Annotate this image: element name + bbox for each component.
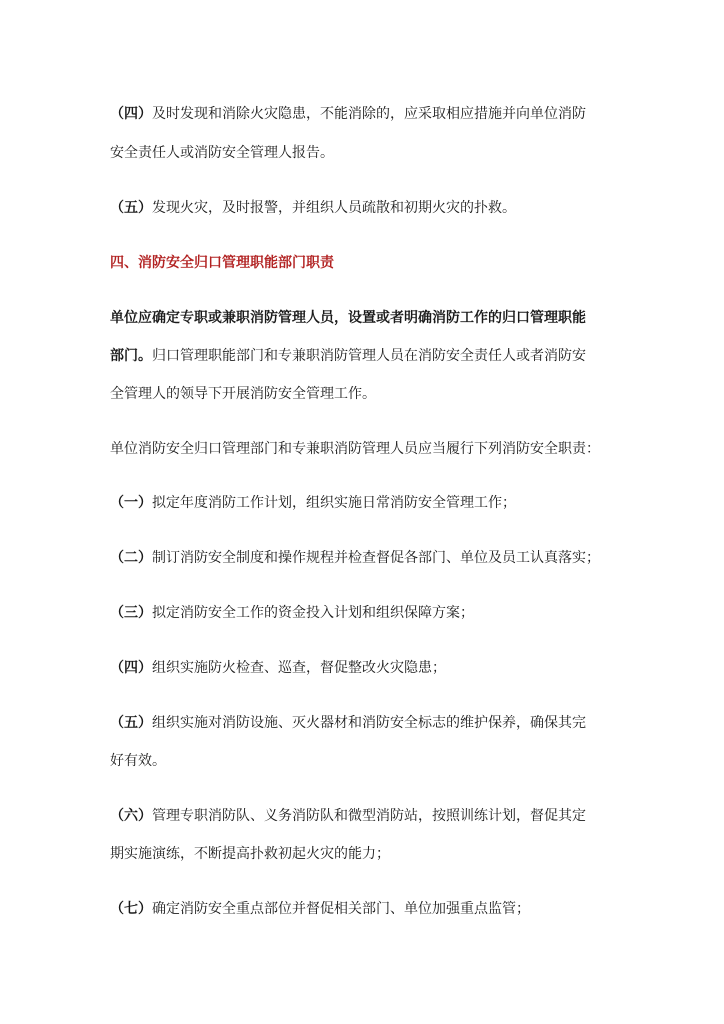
item-number: （二） [110,550,152,566]
item-number: （四） [110,106,152,122]
paragraph-line [110,143,334,163]
item-text: 管理专职消防队、义务消防队和微型消防站，按照训练计划，督促其定 [152,808,586,824]
paragraph-line [110,439,600,459]
paragraph-line [110,346,586,366]
list-item [110,713,586,733]
item-text: 期实施演练，不断提高扑救初起火灾的能力； [110,846,390,862]
list-item [110,658,446,678]
bold-text: 单位应确定专职或兼职消防管理人员，设置或者明确消防工作的归口管理职能 [110,310,586,326]
paragraph-line [110,308,586,328]
item-number: （五） [110,200,152,216]
item-text: 组织实施防火检查、巡查，督促整改火灾隐患； [152,660,446,676]
item-text: 制订消防安全制度和操作规程并检查督促各部门、单位及员工认真落实； [152,550,600,566]
item-text: 好有效。 [110,753,166,769]
paragraph-line [110,198,516,218]
item-text: 组织实施对消防设施、灭火器材和消防安全标志的维护保养，确保其完 [152,715,586,731]
section-heading: 四、消防安全归口管理职能部门职责 [110,255,334,271]
paragraph-text: 单位消防安全归口管理部门和专兼职消防管理人员应当履行下列消防安全职责： [110,441,600,457]
item-number: （四） [110,660,152,676]
list-item [110,603,474,623]
list-item-continuation [110,844,390,864]
item-text: 拟定年度消防工作计划，组织实施日常消防安全管理工作； [152,495,516,511]
list-item-continuation [110,751,166,771]
item-number: （一） [110,495,152,511]
paragraph-text: 安全责任人或消防安全管理人报告。 [110,145,334,161]
item-number: （六） [110,808,152,824]
paragraph-line [110,104,586,124]
item-text: 确定消防安全重点部位并督促相关部门、单位加强重点监管； [152,901,530,917]
item-number: （五） [110,715,152,731]
bold-text: 部门。 [110,348,152,364]
list-item [110,899,530,919]
item-number: （三） [110,605,152,621]
paragraph-text: 归口管理职能部门和专兼职消防管理人员在消防安全责任人或者消防安 [152,348,586,364]
item-text: 拟定消防安全工作的资金投入计划和组织保障方案； [152,605,474,621]
list-item [110,806,586,826]
paragraph-text: 及时发现和消除火灾隐患，不能消除的，应采取相应措施并向单位消防 [152,106,586,122]
paragraph-text: 全管理人的领导下开展消防安全管理工作。 [110,386,376,402]
list-item [110,548,600,568]
paragraph-text: 发现火灾，及时报警，并组织人员疏散和初期火灾的扑救。 [152,200,516,216]
paragraph-line [110,384,376,404]
list-item [110,493,516,513]
item-number: （七） [110,901,152,917]
